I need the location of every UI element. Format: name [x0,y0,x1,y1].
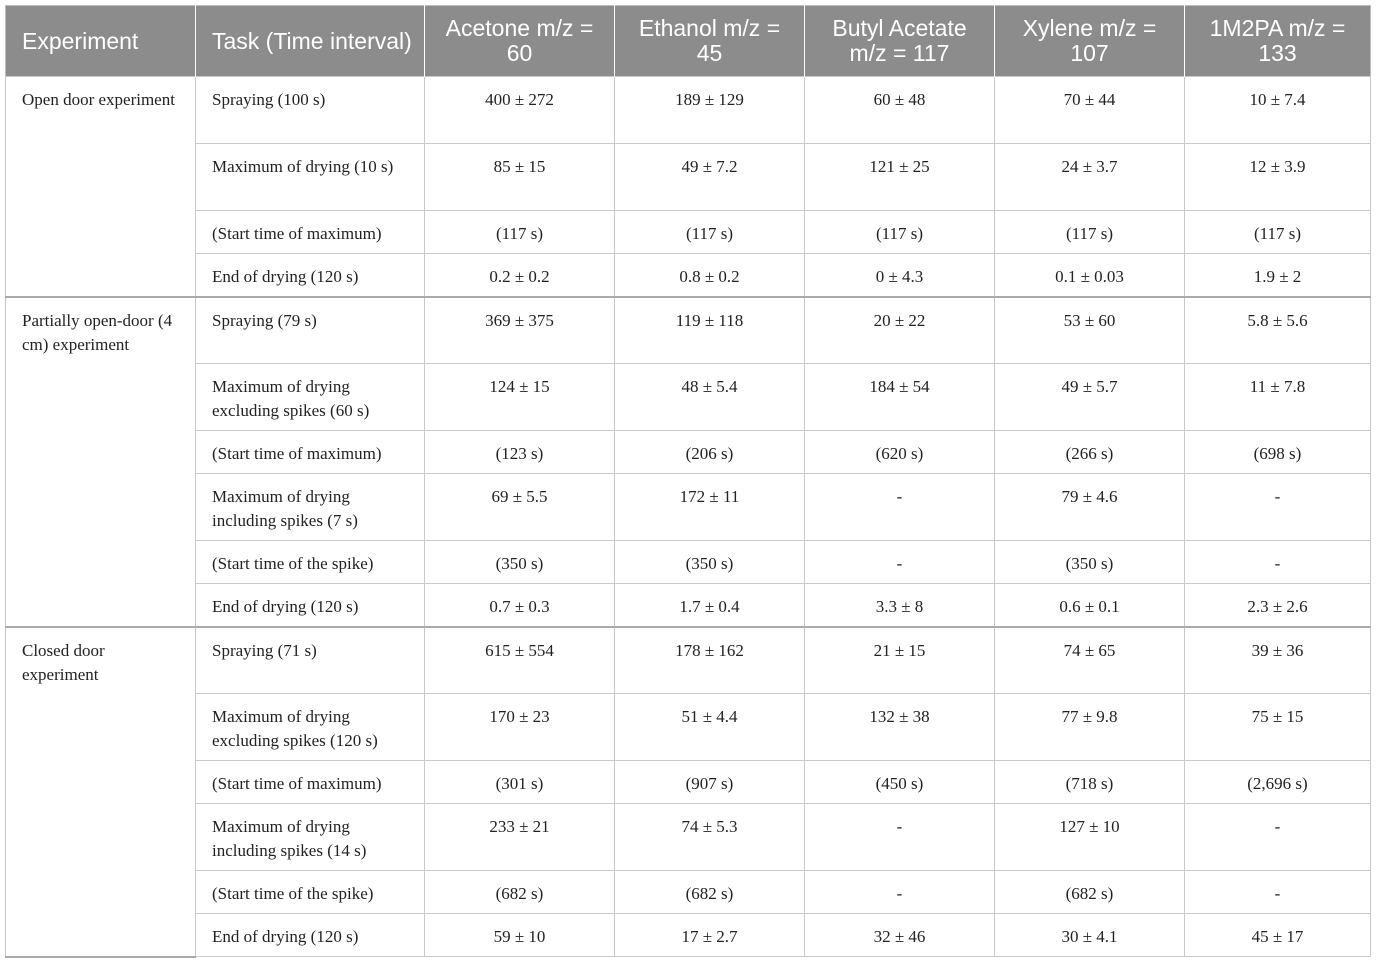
table-row [6,584,1371,627]
value-cell: (698 s) [1185,431,1371,474]
value-cell: 1.7 ± 0.4 [615,584,805,627]
value-cell: (117 s) [805,211,995,254]
experiment-cell: Closed door experiment [6,627,196,957]
value-cell: 0.2 ± 0.2 [425,254,615,297]
value-cell: 49 ± 5.7 [995,364,1185,431]
results-table [5,5,1371,958]
value-cell: 24 ± 3.7 [995,144,1185,211]
value-cell: - [805,474,995,541]
task-cell: End of drying (120 s) [196,914,425,957]
value-cell: 39 ± 36 [1185,627,1371,694]
value-cell: 12 ± 3.9 [1185,144,1371,211]
task-cell: (Start time of the spike) [196,871,425,914]
value-cell: 79 ± 4.6 [995,474,1185,541]
task-cell: Spraying (100 s) [196,77,425,144]
value-cell: 233 ± 21 [425,804,615,871]
value-cell: (350 s) [615,541,805,584]
value-cell: 30 ± 4.1 [995,914,1185,957]
value-cell: (450 s) [805,761,995,804]
value-cell: (206 s) [615,431,805,474]
table-row [6,914,1371,957]
task-cell: End of drying (120 s) [196,254,425,297]
value-cell: 59 ± 10 [425,914,615,957]
value-cell: - [1185,541,1371,584]
value-cell: (620 s) [805,431,995,474]
value-cell: (907 s) [615,761,805,804]
experiment-cell: Open door experiment [6,77,196,297]
value-cell: 0.8 ± 0.2 [615,254,805,297]
task-cell: (Start time of the spike) [196,541,425,584]
header-xylene: Xylene m/z = 107 [995,6,1185,77]
value-cell: (350 s) [425,541,615,584]
task-cell: (Start time of maximum) [196,761,425,804]
value-cell: 124 ± 15 [425,364,615,431]
table-row [6,871,1371,914]
value-cell: 127 ± 10 [995,804,1185,871]
table-row [6,627,1371,694]
task-cell: Spraying (79 s) [196,297,425,364]
task-cell: Maximum of drying (10 s) [196,144,425,211]
value-cell: - [805,804,995,871]
value-cell: 0 ± 4.3 [805,254,995,297]
value-cell: (117 s) [615,211,805,254]
value-cell: - [1185,474,1371,541]
experiment-cell: Partially open-door (4 cm) experiment [6,297,196,627]
value-cell: 85 ± 15 [425,144,615,211]
value-cell: 45 ± 17 [1185,914,1371,957]
value-cell: (117 s) [995,211,1185,254]
value-cell: 119 ± 118 [615,297,805,364]
task-cell: End of drying (120 s) [196,584,425,627]
header-experiment: Experiment [6,6,196,77]
value-cell: (682 s) [615,871,805,914]
value-cell: 10 ± 7.4 [1185,77,1371,144]
header-task: Task (Time interval) [196,6,425,77]
table-row [6,144,1371,211]
value-cell: 5.8 ± 5.6 [1185,297,1371,364]
value-cell: 75 ± 15 [1185,694,1371,761]
value-cell: 77 ± 9.8 [995,694,1185,761]
table-row [6,297,1371,364]
header-1m2pa: 1M2PA m/z = 133 [1185,6,1371,77]
value-cell: 178 ± 162 [615,627,805,694]
value-cell: 172 ± 11 [615,474,805,541]
value-cell: 184 ± 54 [805,364,995,431]
value-cell: 70 ± 44 [995,77,1185,144]
value-cell: 615 ± 554 [425,627,615,694]
value-cell: 20 ± 22 [805,297,995,364]
value-cell: 21 ± 15 [805,627,995,694]
value-cell: (718 s) [995,761,1185,804]
value-cell: 74 ± 65 [995,627,1185,694]
header-butyl-acetate: Butyl Acetate m/z = 117 [805,6,995,77]
task-cell: Maximum of drying excluding spikes (60 s) [196,364,425,431]
value-cell: 48 ± 5.4 [615,364,805,431]
value-cell: 69 ± 5.5 [425,474,615,541]
value-cell: 11 ± 7.8 [1185,364,1371,431]
table-row [6,77,1371,144]
task-cell: Spraying (71 s) [196,627,425,694]
table-row [6,541,1371,584]
value-cell: (266 s) [995,431,1185,474]
value-cell: (350 s) [995,541,1185,584]
value-cell: 1.9 ± 2 [1185,254,1371,297]
value-cell: 369 ± 375 [425,297,615,364]
value-cell: 170 ± 23 [425,694,615,761]
value-cell: 60 ± 48 [805,77,995,144]
value-cell: - [1185,871,1371,914]
table-row [6,364,1371,431]
value-cell: (301 s) [425,761,615,804]
table-row [6,804,1371,871]
header-ethanol: Ethanol m/z = 45 [615,6,805,77]
task-cell: Maximum of drying including spikes (7 s) [196,474,425,541]
value-cell: 0.1 ± 0.03 [995,254,1185,297]
value-cell: (682 s) [425,871,615,914]
value-cell: 0.7 ± 0.3 [425,584,615,627]
value-cell: 189 ± 129 [615,77,805,144]
value-cell: 132 ± 38 [805,694,995,761]
value-cell: 74 ± 5.3 [615,804,805,871]
value-cell: 51 ± 4.4 [615,694,805,761]
task-cell: Maximum of drying including spikes (14 s) [196,804,425,871]
header-row [6,6,1371,77]
value-cell: 2.3 ± 2.6 [1185,584,1371,627]
task-cell: Maximum of drying excluding spikes (120 s) [196,694,425,761]
table-row [6,211,1371,254]
value-cell: - [1185,804,1371,871]
value-cell: 3.3 ± 8 [805,584,995,627]
value-cell: (117 s) [425,211,615,254]
value-cell: 32 ± 46 [805,914,995,957]
value-cell: 121 ± 25 [805,144,995,211]
value-cell: (117 s) [1185,211,1371,254]
value-cell: - [805,541,995,584]
value-cell: 0.6 ± 0.1 [995,584,1185,627]
value-cell: 17 ± 2.7 [615,914,805,957]
task-cell: (Start time of maximum) [196,211,425,254]
table-row [6,694,1371,761]
table-row [6,431,1371,474]
value-cell: - [805,871,995,914]
table-row [6,474,1371,541]
value-cell: 53 ± 60 [995,297,1185,364]
value-cell: 49 ± 7.2 [615,144,805,211]
value-cell: (123 s) [425,431,615,474]
table-row [6,254,1371,297]
header-acetone: Acetone m/z = 60 [425,6,615,77]
value-cell: 400 ± 272 [425,77,615,144]
table-row [6,761,1371,804]
value-cell: (682 s) [995,871,1185,914]
task-cell: (Start time of maximum) [196,431,425,474]
value-cell: (2,696 s) [1185,761,1371,804]
